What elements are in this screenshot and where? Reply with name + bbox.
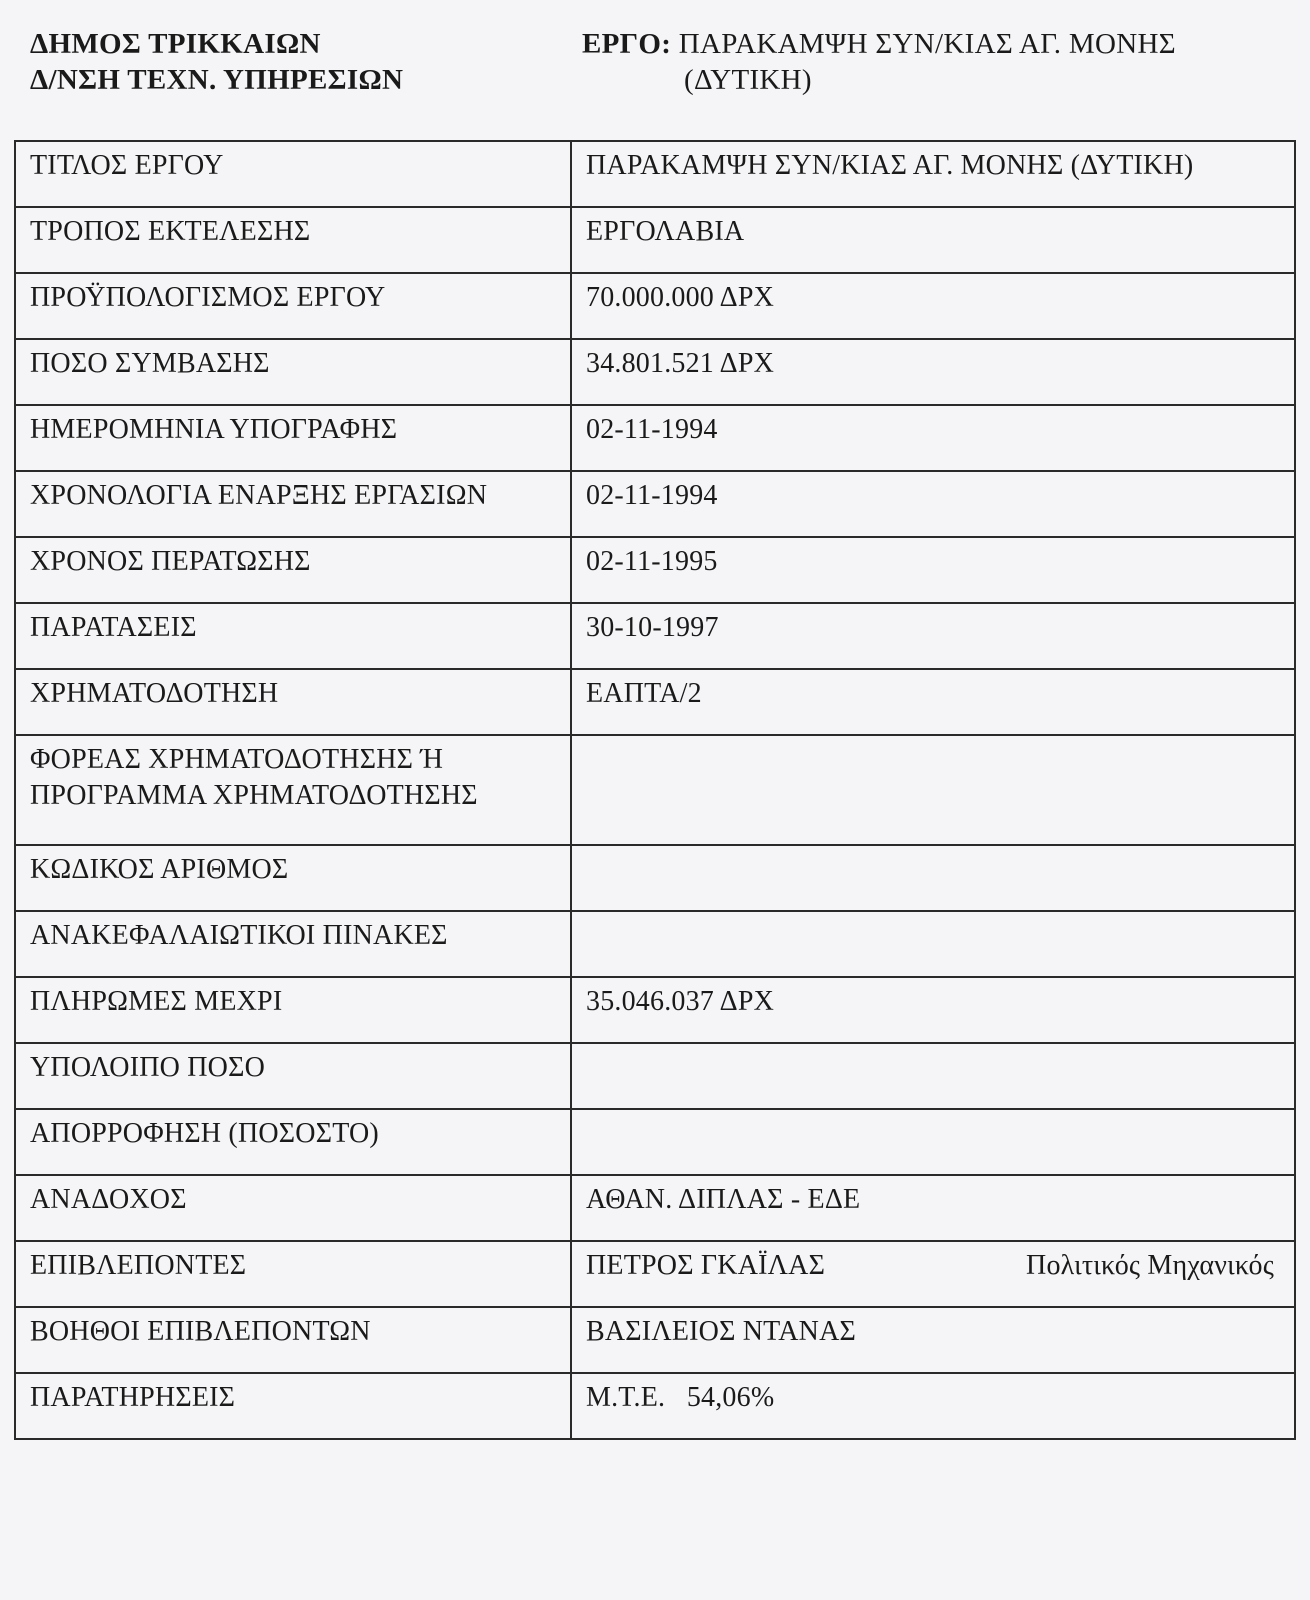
supervisor-name: ΠΕΤΡΟΣ ΓΚΑΪΛΑΣ bbox=[586, 1250, 826, 1281]
row-label-line: ΠΡΟΓΡΑΜΜΑ ΧΡΗΜΑΤΟΔΟΤΗΣΗΣ bbox=[30, 780, 478, 811]
table-row bbox=[15, 1175, 1295, 1241]
row-value: 30-10-1997 bbox=[571, 603, 1295, 669]
table-row bbox=[15, 1373, 1295, 1439]
row-label: ΤΙΤΛΟΣ ΕΡΓΟΥ bbox=[15, 141, 571, 207]
row-value bbox=[571, 845, 1295, 911]
project-name: ΠΑΡΑΚΑΜΨΗ ΣΥΝ/ΚΙΑΣ ΑΓ. ΜΟΝΗΣ bbox=[678, 28, 1176, 60]
row-label: ΑΝΑΔΟΧΟΣ bbox=[15, 1175, 571, 1241]
table-row bbox=[15, 405, 1295, 471]
row-label: ΠΛΗΡΩΜΕΣ ΜΕΧΡΙ bbox=[15, 977, 571, 1043]
row-label: ΒΟΗΘΟΙ ΕΠΙΒΛΕΠΟΝΤΩΝ bbox=[15, 1307, 571, 1373]
row-label: ΠΑΡΑΤΗΡΗΣΕΙΣ bbox=[15, 1373, 571, 1439]
row-value: 35.046.037 ΔΡΧ bbox=[571, 977, 1295, 1043]
row-value: ΕΑΠΤΑ/2 bbox=[571, 669, 1295, 735]
row-label: ΚΩΔΙΚΟΣ ΑΡΙΘΜΟΣ bbox=[15, 845, 571, 911]
table-row bbox=[15, 273, 1295, 339]
row-label: ΥΠΟΛΟΙΠΟ ΠΟΣΟ bbox=[15, 1043, 571, 1109]
project-name-continued: (ΔΥΤΙΚΗ) bbox=[684, 64, 812, 96]
row-value bbox=[571, 1241, 1295, 1307]
row-label: ΧΡΗΜΑΤΟΔΟΤΗΣΗ bbox=[15, 669, 571, 735]
table-row bbox=[15, 141, 1295, 207]
table-row bbox=[15, 339, 1295, 405]
project-label: ΕΡΓΟ: bbox=[582, 28, 672, 60]
table-row bbox=[15, 603, 1295, 669]
row-label-line: ΦΟΡΕΑΣ ΧΡΗΜΑΤΟΔΟΤΗΣΗΣ Ή bbox=[30, 744, 444, 775]
row-label: ΑΠΟΡΡΟΦΗΣΗ (ΠΟΣΟΣΤΟ) bbox=[15, 1109, 571, 1175]
row-value: Μ.Τ.Ε. 54,06% bbox=[571, 1373, 1295, 1439]
row-label: ΤΡΟΠΟΣ ΕΚΤΕΛΕΣΗΣ bbox=[15, 207, 571, 273]
row-label: ΕΠΙΒΛΕΠΟΝΤΕΣ bbox=[15, 1241, 571, 1307]
row-label: ΠΑΡΑΤΑΣΕΙΣ bbox=[15, 603, 571, 669]
table-row bbox=[15, 911, 1295, 977]
table-row bbox=[15, 207, 1295, 273]
project-header bbox=[582, 26, 1176, 98]
row-value bbox=[571, 1043, 1295, 1109]
table-row bbox=[15, 1109, 1295, 1175]
table-row bbox=[15, 1043, 1295, 1109]
row-label: ΧΡΟΝΟΛΟΓΙΑ ΕΝΑΡΞΗΣ ΕΡΓΑΣΙΩΝ bbox=[15, 471, 571, 537]
row-label: ΑΝΑΚΕΦΑΛΑΙΩΤΙΚΟΙ ΠΙΝΑΚΕΣ bbox=[15, 911, 571, 977]
row-value bbox=[571, 911, 1295, 977]
project-details-table bbox=[14, 140, 1296, 1440]
row-label bbox=[15, 735, 571, 845]
row-value bbox=[571, 735, 1295, 845]
table-row bbox=[15, 537, 1295, 603]
row-value: ΑΘΑΝ. ΔΙΠΛΑΣ - ΕΔΕ bbox=[571, 1175, 1295, 1241]
row-value: 70.000.000 ΔΡΧ bbox=[571, 273, 1295, 339]
table-row bbox=[15, 669, 1295, 735]
table-row bbox=[15, 735, 1295, 845]
department-header bbox=[30, 26, 403, 98]
row-label: ΠΡΟΫΠΟΛΟΓΙΣΜΟΣ ΕΡΓΟΥ bbox=[15, 273, 571, 339]
supervisor-role: Πολιτικός Μηχανικός bbox=[1026, 1250, 1274, 1281]
table-row bbox=[15, 1241, 1295, 1307]
table-row bbox=[15, 977, 1295, 1043]
table-row bbox=[15, 845, 1295, 911]
row-value bbox=[571, 1109, 1295, 1175]
row-value: ΕΡΓΟΛΑΒΙΑ bbox=[571, 207, 1295, 273]
row-label: ΗΜΕΡΟΜΗΝΙΑ ΥΠΟΓΡΑΦΗΣ bbox=[15, 405, 571, 471]
row-value: ΒΑΣΙΛΕΙΟΣ ΝΤΑΝΑΣ bbox=[571, 1307, 1295, 1373]
department-name: Δ/ΝΣΗ ΤΕΧΝ. ΥΠΗΡΕΣΙΩΝ bbox=[30, 64, 404, 96]
row-label: ΧΡΟΝΟΣ ΠΕΡΑΤΩΣΗΣ bbox=[15, 537, 571, 603]
row-value: 02-11-1994 bbox=[571, 405, 1295, 471]
row-value: 02-11-1994 bbox=[571, 471, 1295, 537]
row-value: 34.801.521 ΔΡΧ bbox=[571, 339, 1295, 405]
row-value: ΠΑΡΑΚΑΜΨΗ ΣΥΝ/ΚΙΑΣ ΑΓ. ΜΟΝΗΣ (ΔΥΤΙΚΗ) bbox=[571, 141, 1295, 207]
table-row bbox=[15, 1307, 1295, 1373]
row-value: 02-11-1995 bbox=[571, 537, 1295, 603]
table-row bbox=[15, 471, 1295, 537]
row-label: ΠΟΣΟ ΣΥΜΒΑΣΗΣ bbox=[15, 339, 571, 405]
municipality-name: ΔΗΜΟΣ ΤΡΙΚΚΑΙΩΝ bbox=[30, 28, 321, 60]
